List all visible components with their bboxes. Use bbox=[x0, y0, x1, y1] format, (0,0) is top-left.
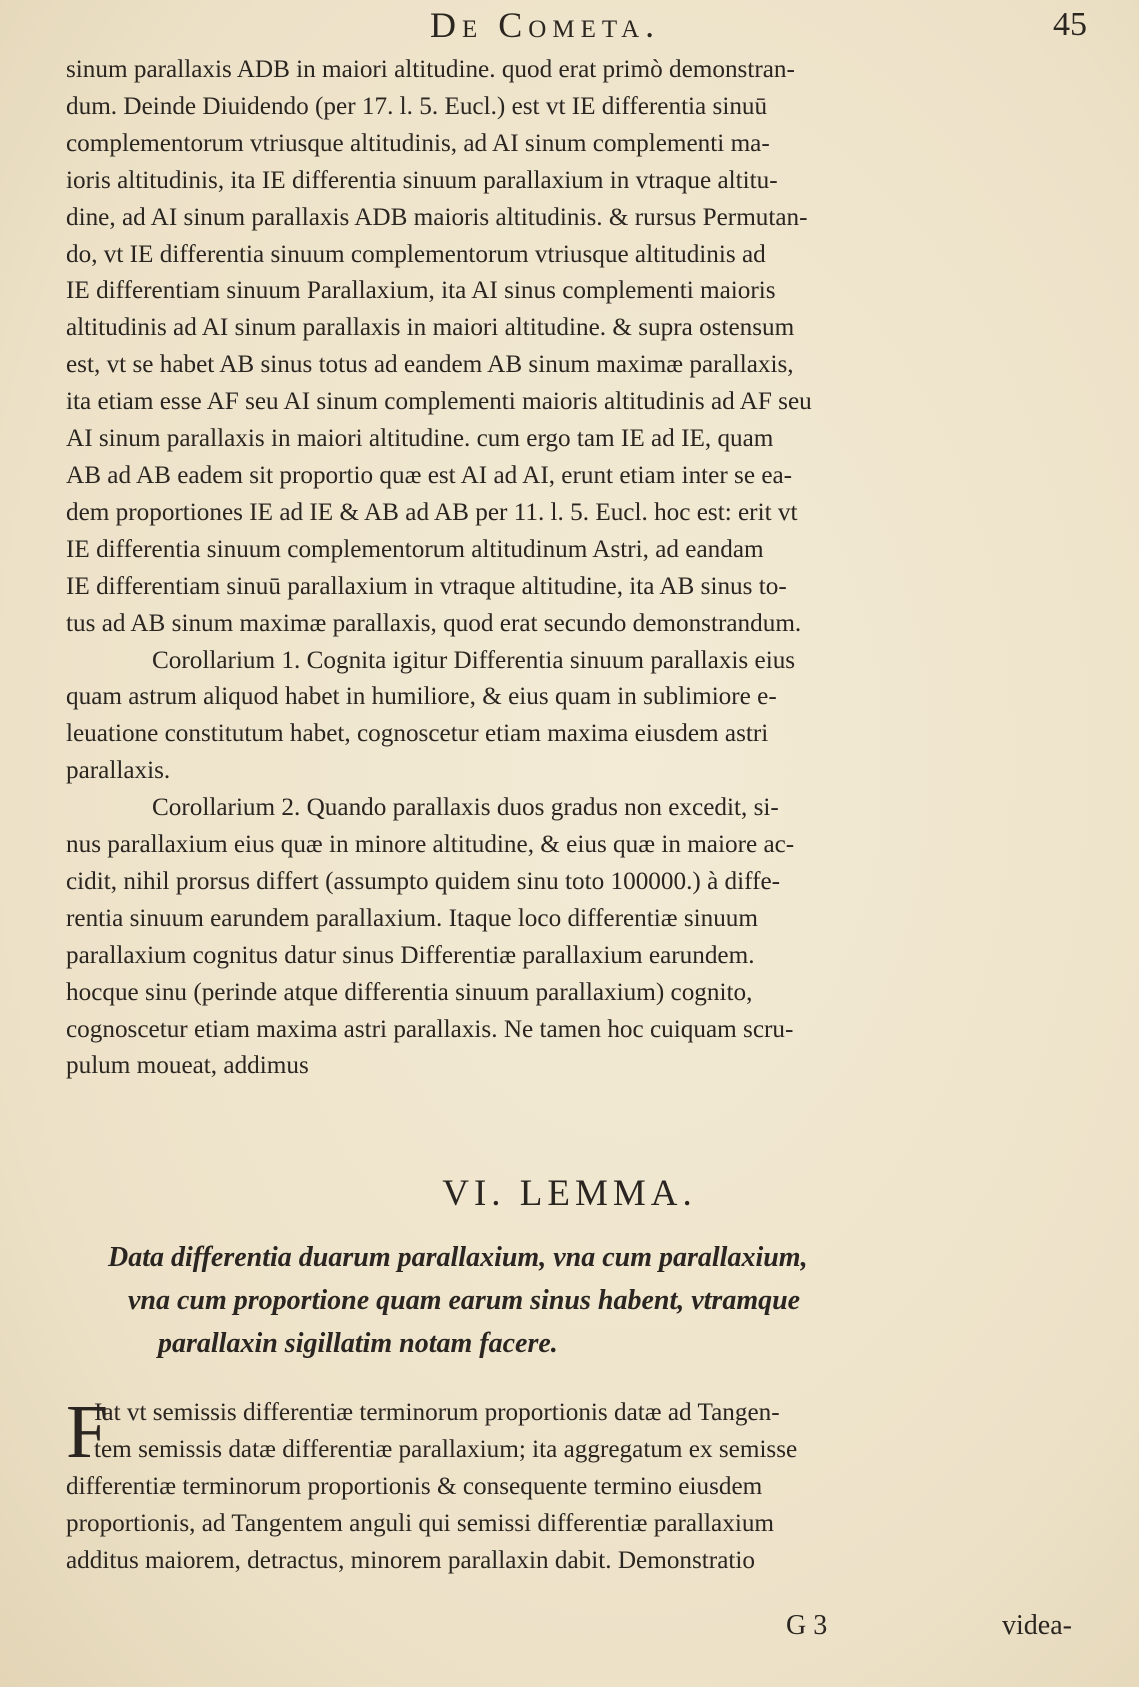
lemma-statement-line: parallaxin sigillatim notam facere. bbox=[158, 1328, 558, 1359]
lemma-statement-line: vna cum proportione quam earum sinus habent, vtramque bbox=[128, 1285, 801, 1316]
text-line: est, vt se habet AB sinus totus ad eandem AB sinum maximæ parallaxis, bbox=[66, 351, 794, 379]
text-line: dine, ad AI sinum parallaxis ADB maioris altitudinis. & rursus Permutan- bbox=[66, 203, 808, 231]
text-line: differentiæ terminorum proportionis & consequente termino eiusdem bbox=[66, 1472, 763, 1500]
lemma-title: VI. LEMMA. bbox=[442, 1173, 697, 1214]
text-line: tus ad AB sinum maximæ parallaxis, quod erat secundo demonstrandum. bbox=[66, 609, 802, 637]
text-line: sinum parallaxis ADB in maiori altitudine. quod erat primò demonstran- bbox=[66, 56, 795, 83]
text-line: nus parallaxium eius quæ in minore altitudine, & eius quæ in maiore ac- bbox=[66, 831, 795, 859]
text-line: ioris altitudinis, ita IE differentia sinuum parallaxium in vtraque altitu- bbox=[66, 166, 778, 194]
catchword: videa- bbox=[1002, 1610, 1072, 1641]
text-line: parallaxis. bbox=[66, 757, 171, 785]
page-number: 45 bbox=[1053, 6, 1087, 43]
text-line: dem proportiones IE ad IE & AB ad AB per 11. l. 5. Eucl. hoc est: erit vt bbox=[66, 498, 798, 526]
lemma-statement-line: Data differentia duarum parallaxium, vna cum parallaxium, bbox=[108, 1242, 808, 1273]
main-text-block bbox=[66, 52, 1086, 1085]
text-line: IE differentia sinuum complementorum altitudinum Astri, ad eandam bbox=[66, 535, 764, 563]
text-line: tem semissis datæ differentiæ parallaxium; ita aggregatum ex semisse bbox=[94, 1435, 798, 1463]
page-footer bbox=[0, 1610, 1139, 1650]
text-line: quam astrum aliquod habet in humiliore, & eius quam in sublimiore e- bbox=[66, 683, 777, 711]
text-line: additus maiorem, detractus, minorem parallaxin dabit. Demonstratio bbox=[66, 1546, 755, 1574]
text-line: proportionis, ad Tangentem anguli qui semissi differentiæ parallaxium bbox=[66, 1509, 775, 1537]
text-line: IE differentiam sinuū parallaxium in vtraque altitudine, ita AB sinus to- bbox=[66, 572, 787, 600]
text-line: AB ad AB eadem sit proportio quæ est AI ad AI, erunt etiam inter se ea- bbox=[66, 461, 793, 489]
text-line: ita etiam esse AF seu AI sinum complementi maioris altitudinis ad AF seu bbox=[66, 388, 812, 416]
text-line: IE differentiam sinuum Parallaxium, ita AI sinus complementi maioris bbox=[66, 277, 776, 305]
text-line: altitudinis ad AI sinum parallaxis in maiori altitudine. & supra ostensum bbox=[66, 314, 795, 342]
text-line: complementorum vtriusque altitudinis, ad AI sinum complementi ma- bbox=[66, 129, 770, 157]
page-header bbox=[0, 4, 1139, 50]
text-line: do, vt IE differentia sinuum complementorum vtriusque altitudinis ad bbox=[66, 240, 766, 268]
text-line: AI sinum parallaxis in maiori altitudine. cum ergo tam IE ad IE, quam bbox=[66, 425, 774, 453]
text-line: rentia sinuum earundem parallaxium. Itaque loco differentiæ sinuum bbox=[66, 904, 758, 932]
text-line: parallaxium cognitus datur sinus Differentiæ parallaxium earundem. bbox=[66, 941, 755, 969]
text-line: cognoscetur etiam maxima astri parallaxis. Ne tamen hoc cuiquam scru- bbox=[66, 1015, 794, 1043]
corollary-2-heading-line: Corollarium 2. Quando parallaxis duos gradus non excedit, si- bbox=[152, 794, 779, 822]
text-line: cidit, nihil prorsus differt (assumpto quidem sinu toto 100000.) à diffe- bbox=[66, 867, 781, 895]
drop-cap: F bbox=[66, 1390, 109, 1474]
text-line: leuatione constitutum habet, cognoscetur etiam maxima eiusdem astri bbox=[66, 720, 769, 748]
text-line: pulum moueat, addimus bbox=[66, 1052, 309, 1080]
proof-paragraph bbox=[66, 1390, 1086, 1580]
lemma-statement bbox=[108, 1236, 1058, 1365]
signature-mark: G 3 bbox=[786, 1610, 828, 1641]
text-line: dum. Deinde Diuidendo (per 17. l. 5. Eucl.) est vt IE differentia sinuū bbox=[66, 92, 768, 120]
corollary-1-heading-line: Corollarium 1. Cognita igitur Differentia sinuum parallaxis eius bbox=[152, 646, 796, 674]
text-line: Iat vt semissis differentiæ terminorum proportionis datæ ad Tangen- bbox=[94, 1399, 780, 1426]
running-title: De Cometa. bbox=[430, 5, 661, 45]
text-line: hocque sinu (perinde atque differentia sinuum parallaxium) cognito, bbox=[66, 978, 753, 1006]
